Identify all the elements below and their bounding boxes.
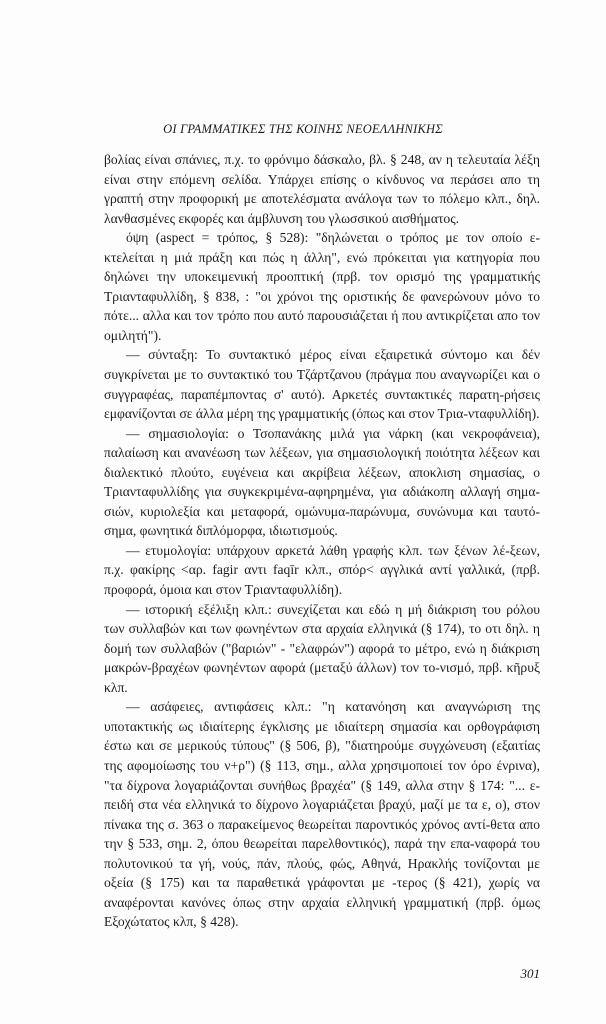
paragraph-historical-evolution: — ιστορική εξέλιξη κλπ.: συνεχίζεται και εδώ η μή διάκριση του ρόλου των συλλαβών και των φωνηέντων στα αρχαία ελληνικά (§ 174), το οτι δηλ. η δομή των συλλαβών ("βαριών" - "ελαφρών") αφορά το μέτρο, ενώ η διάκριση μακρών-βραχέων φωνηέντων αφορά (μεταξύ άλλων) τον το-νισμό, πρβ. κῆρυξ κλπ. (104, 601, 540, 695)
paragraph-continuation: βολίας είναι σπάνιες, π.χ. το φρόνιμο δάσκαλο, βλ. § 248, αν η τελευταία λέξη είναι στην επόμενη σελίδα. Υπάρχει επίσης ο κίνδυνος να περάσει απο τη γραπτή στην προφορική με αποτελέσματα ανάλογα των το πόλεμο κλπ., δηλ. λανθασμένες εκφορές και άμβλυνση του γλωσσικού αισθήματος. (104, 152, 540, 226)
paragraph-aspect: όψη (aspect = τρόπος, § 528): "δηλώνεται ο τρόπος με τον οποίο ε-κτελείται η μιά πράξη και πώς η άλλη", ενώ πρόκειται για κατηγορία που δηλώνει την υποκειμενική προοπτική (πρβ. τον ορισμό της γραμματικής Τριανταφυλλίδη, § 838, : "οι χρόνοι της οριστικής δε φανερώνουν μόνο το πότε... αλλα και τον τρόπο που αυτό παρουσιάζεται ή που αντικρίζεται απο τον ομιλητή"). (104, 230, 540, 343)
paragraph-ambiguities: — ασάφειες, αντιφάσεις κλπ.: "η κατανόηση και αναγνώριση της υποτακτικής ως ιδιαίτερης έγκλισης με ιδιαίτερη σημασία και ορθογράφιση έστω και σε μερικούς τύπους" (§ 506, β), "διατηρούμε συγχώνευση (εξαιτίας της αφομοίωσης του ν+ρ") (§ 113, σημ., αλλα χρησιμοποιεί τον όρο ένρινα), "τα δίχρονα λογαριάζονται συνήθως βραχέα" (§ 149, αλλα στην § 174: "... ε-πειδή στα νέα ελληνικά το δίχρονο λογαριάζεται βραχύ, μαζί με τα ε, ο), στον πίνακα της σ. 363 ο παρακείμενος θεωρείται παροντικός χρόνος αντί-θετα απο την § 533, σημ. 2, όπου θεωρείται παρελθοντικός), παρά την επα-ναφορά του πολυτονικού τα γή, νούς, πάν, πλούς, φώς, Αθηνά, Ηρακλής τονίζονται με οξεία (§ 175) και τα παραθετικά γράφονται με -τερος (§ 421), χωρίς να αναφέρονται κανόνες όπως στην αρχαία ελληνική γραμματική (πρβ. όμως Εξοχώτατος κλπ, § 428). (104, 699, 540, 930)
paragraph-syntax: — σύνταξη: Το συντακτικό μέρος είναι εξαιρετικά σύντομο και δέν συγκρίνεται με το συντακτικό του Τζάρτζανου (πράγμα που αναγνωρίζει και ο συγγραφέας, παραπέμποντας σ' αυτό). Αρκετές συντακτικές παρατη-ρήσεις εμφανίζονται σε άλλα μέρη της γραμματικής (όπως και στον Τρια-νταφυλλίδη). (104, 347, 540, 422)
page-number: 301 (520, 966, 540, 981)
paragraph-semantics: — σημασιολογία: ο Τσοπανάκης μιλά για νάρκη (και νεκροφάνεια), παλαίωση και ανανέωση των λέξεων, για σημασιολογική ποιότητα λέξεων και διαλεκτικό πλούτο, ευγένεια και ακρίβεια λέξεων, αποκλιση σημασίας, ο Τριανταφυλλίδης για συγκεκριμένα-αφηρημένα, για αδιάκοπη αλλαγή σημα-σιών, κυριολεξία και μεταφορά, ομώνυμα-παρώνυμα, συνώνυμα και ταυτό-σημα, φωνητικά διπλόμορφα, ιδιωτισμούς. (104, 425, 540, 539)
body-text (104, 150, 540, 932)
paragraph-etymology: — ετυμολογία: υπάρχουν αρκετά λάθη γραφής κλπ. των ξένων λέ-ξεων, π.χ. φακίρης <αρ. fagir αντι faqīr κλπ., σπόρ< αγγλικά αντί γαλλικά, (πρβ. προφορά, όμοια και στον Τριανταφυλλίδη). (104, 542, 540, 598)
running-head: ΟΙ ΓΡΑΜΜΑΤΙΚΕΣ ΤΗΣ ΚΟΙΝΗΣ ΝΕΟΕΛΛΗΝΙΚΗΣ (163, 122, 443, 136)
